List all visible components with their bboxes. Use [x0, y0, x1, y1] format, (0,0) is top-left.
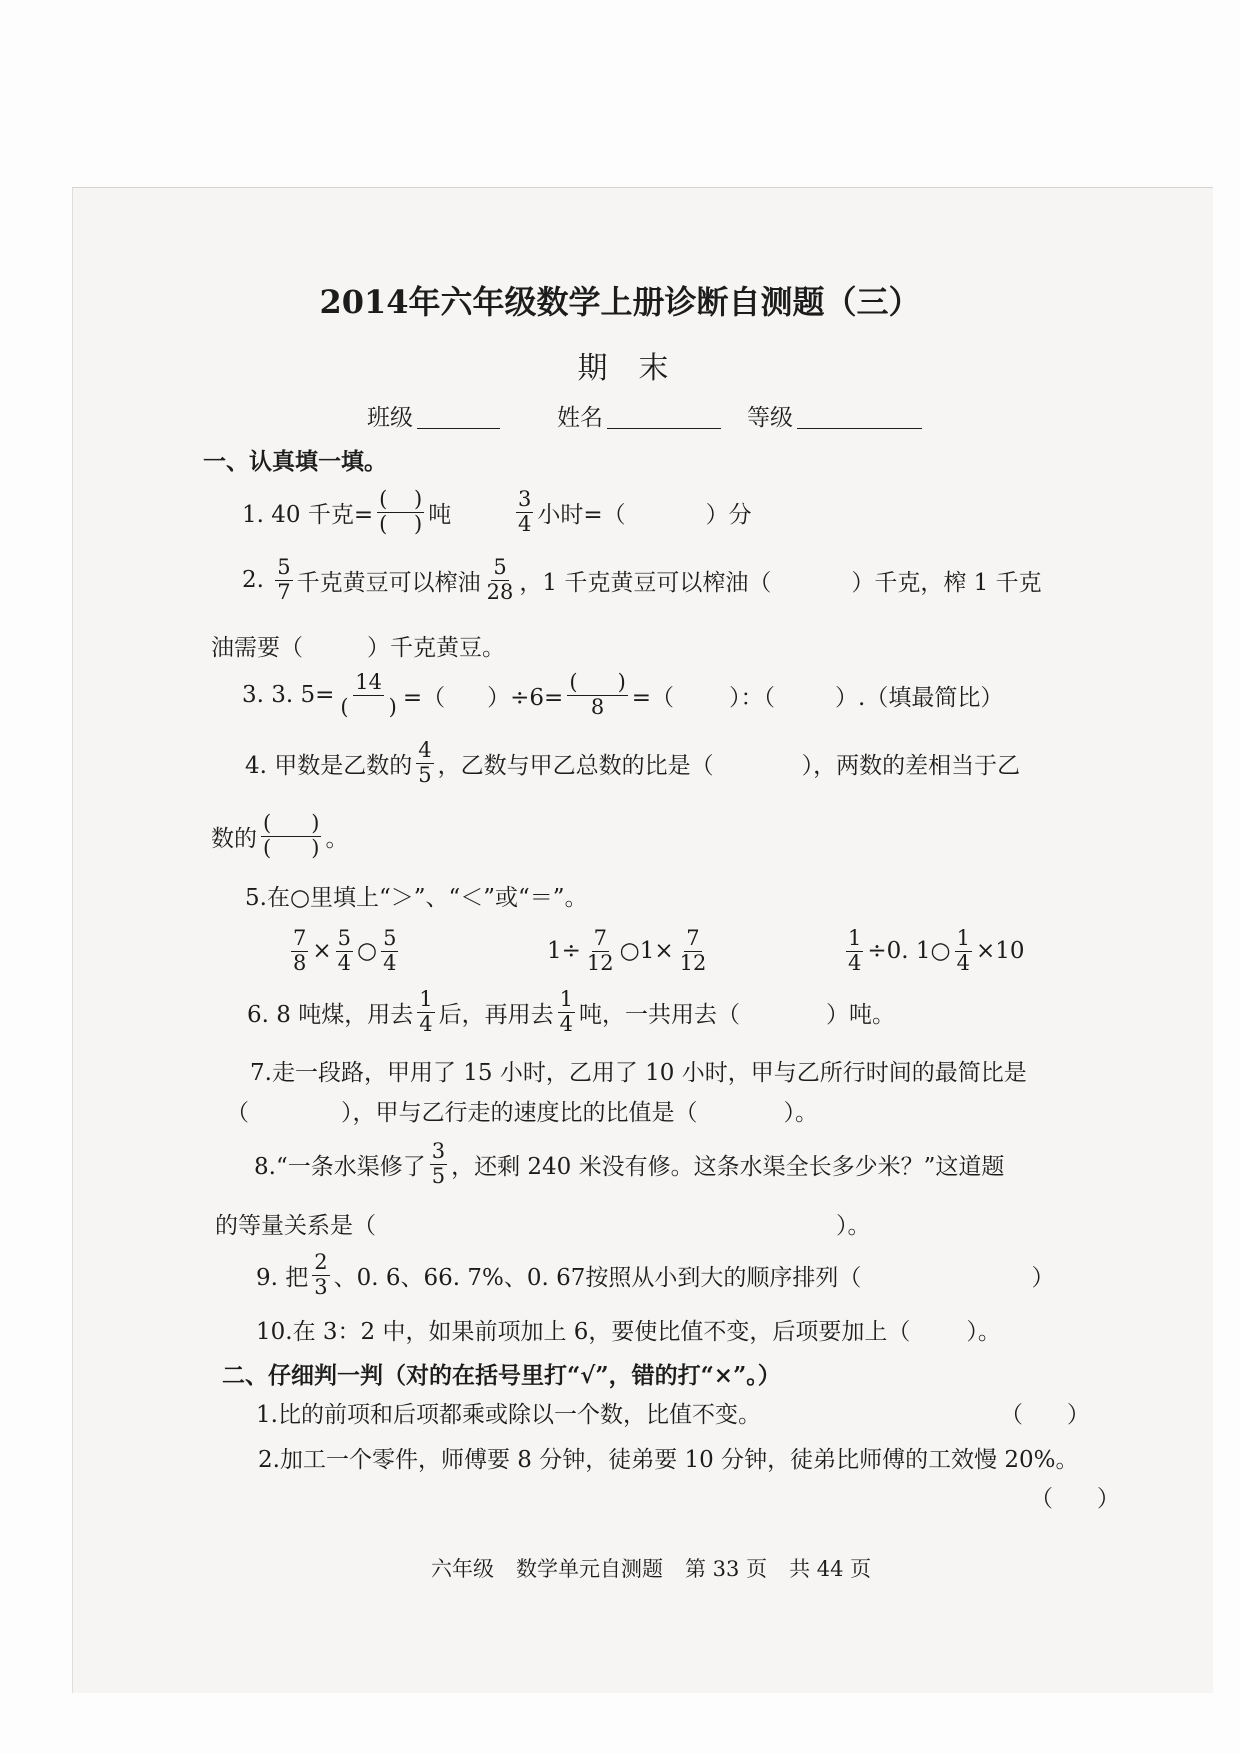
answer-parentheses: （ ） [1000, 1401, 1090, 1428]
page-footer [431, 1548, 871, 1588]
question-text: ，1 千克黄豆可以榨油（ [519, 569, 772, 596]
question-text: 8.“一条水渠修了 [254, 1153, 426, 1180]
answer-blank [698, 1110, 784, 1111]
question-text: ）。 [966, 1318, 1001, 1345]
answer-blank [249, 1110, 341, 1111]
fraction-numerator: 7 [593, 925, 607, 950]
answer-blank [910, 1329, 966, 1330]
question-2-line-1 [242, 554, 1042, 604]
operator: ×10 [975, 938, 1025, 964]
footer-page-number: 第 33 页 [685, 1557, 768, 1581]
grade-label: 等级 [747, 404, 793, 431]
question-text: 小时=（ [537, 501, 626, 528]
fraction-denominator: 7 [277, 579, 291, 604]
fraction [430, 1140, 447, 1188]
question-text: 吨，一共用去（ [578, 1001, 740, 1028]
operator: 1÷ [547, 938, 581, 964]
fraction-denominator: 4 [337, 950, 352, 975]
fraction-numerator: 14 [355, 669, 382, 694]
class-label: 班级 [367, 404, 413, 431]
student-info-row [367, 395, 922, 435]
answer-blank [740, 1012, 826, 1013]
question-text: 9. 把 [256, 1264, 309, 1291]
question-2-line-2 [211, 625, 505, 665]
judgement-text: 1.比的前项和后项都乘或除以一个数，比值不变。 [256, 1401, 761, 1428]
fraction-numerator: 5 [383, 925, 397, 950]
section-1-heading [203, 439, 387, 479]
fraction-denominator: ( ) [263, 835, 320, 860]
fraction-denominator: ( ) [340, 694, 397, 719]
answer-blank [714, 763, 802, 764]
fraction-denominator: 4 [383, 950, 397, 975]
question-text: ）。 [783, 1099, 818, 1126]
operator: × [312, 938, 332, 964]
fraction-denominator: 12 [679, 950, 707, 975]
fraction-denominator: 3 [314, 1274, 328, 1299]
answer-blank [445, 695, 487, 696]
question-text: 千克黄豆可以榨油 [296, 569, 481, 596]
answer-blank [775, 695, 835, 696]
fraction-numerator: 2 [314, 1249, 328, 1274]
fraction-numerator: 1 [419, 986, 433, 1011]
fraction [291, 927, 308, 975]
question-text: 。 [325, 825, 349, 852]
question-1-part-b [512, 486, 752, 536]
answer-blank [674, 695, 729, 696]
question-5 [245, 875, 588, 915]
fraction-numerator: 1 [956, 925, 970, 950]
fraction-denominator: 4 [419, 1011, 433, 1036]
question-text: 的等量关系是（ [215, 1212, 376, 1239]
operator: ○1× [619, 938, 674, 964]
section-heading-text: 一、认真填一填。 [203, 447, 387, 475]
comparison-expression-2 [547, 925, 712, 975]
fraction-numerator: 3 [431, 1138, 446, 1163]
fraction-denominator: 4 [518, 511, 532, 536]
fraction-numerator: 7 [293, 925, 307, 950]
comparison-expression-1 [287, 925, 402, 975]
fraction-denominator: 4 [559, 1011, 573, 1036]
question-text: ）吨。 [825, 1001, 895, 1028]
fraction [417, 988, 434, 1036]
question-text: ）÷6= [487, 684, 564, 711]
question-text: ）：（ [729, 684, 776, 711]
question-text: 6. 8 吨煤，用去 [247, 1001, 414, 1028]
fraction-numerator: 3 [518, 486, 532, 511]
question-text: =（ [631, 684, 675, 711]
question-6 [247, 986, 895, 1036]
question-9 [256, 1249, 1055, 1299]
question-text: ） [1031, 1264, 1055, 1291]
fraction-denominator: 12 [586, 950, 614, 975]
name-underline [607, 402, 721, 429]
answer-parentheses: （ ） [1030, 1485, 1120, 1512]
answer-blank [771, 580, 851, 581]
question-text: ）。 [836, 1212, 871, 1239]
judgement-1-answer [1000, 1392, 1090, 1432]
fraction [275, 556, 292, 604]
question-text: ，还剩 240 米没有修。这条水渠全长多少米？”这道题 [451, 1153, 1005, 1180]
question-text: =（ [402, 684, 446, 711]
answer-blank [626, 512, 706, 513]
question-text: 吨 [428, 501, 452, 528]
question-text: ，乙数与甲乙总数的比是（ [437, 752, 714, 779]
fraction-numerator: 5 [493, 554, 507, 579]
fraction-denominator: ( ) [379, 511, 423, 536]
section-2-heading [222, 1353, 781, 1393]
fraction [585, 927, 616, 975]
fraction [336, 927, 353, 975]
footer-subject: 数学单元自测题 [516, 1557, 663, 1581]
question-7-line-1 [250, 1050, 1027, 1090]
question-text: 5.在○里填上“＞”、“＜”或“＝”。 [245, 884, 588, 911]
question-text: 7.走一段路，甲用了 15 小时，乙用了 10 小时，甲与乙所行时间的最简比是 [250, 1059, 1027, 1086]
fraction [955, 927, 972, 975]
comparison-circle: ○ [357, 938, 378, 964]
question-text: 、0. 6、66. 7%、0. 67按照从小到大的顺序排列（ [333, 1264, 862, 1291]
question-text: 4. 甲数是乙数的 [245, 752, 413, 779]
fraction-numerator: 5 [337, 925, 352, 950]
question-10 [256, 1309, 1001, 1349]
question-text: ）.（填最简比） [835, 684, 1004, 711]
exam-title: 2014年六年级数学上册诊断自测题（三） [319, 283, 921, 321]
footer-grade: 六年级 [431, 1557, 494, 1581]
operator: ÷0. 1○ [867, 938, 951, 964]
question-number: 2. [242, 567, 272, 593]
fraction-numerator: 5 [277, 554, 291, 579]
exam-subtitle: 期 末 [577, 351, 673, 386]
question-8-line-1 [254, 1138, 1005, 1188]
question-4-line-2 [211, 810, 349, 860]
class-underline [417, 402, 500, 429]
question-4-line-1 [245, 737, 1021, 787]
fraction-denominator: 5 [431, 1163, 446, 1188]
fraction-denominator: 4 [848, 950, 862, 975]
fraction [516, 488, 533, 536]
fraction [416, 739, 433, 787]
fraction-numerator: ( ) [569, 669, 626, 694]
fraction [338, 671, 398, 719]
fraction-numerator: 7 [686, 925, 700, 950]
fraction [261, 812, 321, 860]
fraction [381, 927, 398, 975]
grade-underline [797, 402, 922, 429]
answer-blank [376, 1223, 836, 1224]
fraction [678, 927, 709, 975]
fraction [377, 488, 424, 536]
question-text: ）分 [705, 501, 752, 528]
question-7-line-2 [226, 1090, 818, 1130]
fraction-denominator: 5 [418, 762, 432, 787]
fraction-numerator: 4 [418, 737, 432, 762]
question-text: （ [226, 1099, 249, 1126]
name-label: 姓名 [557, 404, 603, 431]
fraction-denominator: 4 [956, 950, 970, 975]
question-text: 1. 40 千克= [242, 501, 374, 528]
fraction [567, 671, 627, 719]
question-text: ）千克，榨 1 千克 [851, 569, 1042, 596]
fraction-denominator: 28 [486, 579, 514, 604]
fraction [846, 927, 863, 975]
fraction [485, 556, 516, 604]
answer-blank [861, 1275, 1031, 1276]
question-text: ），甲与乙行走的速度比的比值是（ [341, 1099, 698, 1126]
fraction-denominator: 8 [590, 694, 605, 719]
fraction-numerator: ( ) [379, 486, 423, 511]
question-text: 后，再用去 [438, 1001, 554, 1028]
footer-total-pages: 共 44 页 [789, 1557, 872, 1581]
judgement-2-answer [1030, 1476, 1120, 1516]
comparison-expression-3 [842, 925, 1025, 975]
fraction-denominator: 8 [293, 950, 307, 975]
judgement-1 [256, 1392, 761, 1432]
question-text: 3. 3. 5= [242, 682, 335, 708]
question-text: ）千克黄豆。 [367, 634, 505, 661]
section-heading-text: 二、仔细判一判（对的在括号里打“√”，错的打“×”。） [222, 1361, 781, 1389]
fraction-numerator: ( ) [263, 810, 320, 835]
fraction [558, 988, 575, 1036]
fraction [312, 1251, 329, 1299]
question-1-part-a [242, 486, 452, 536]
fraction-numerator: 1 [559, 986, 573, 1011]
question-8-line-2 [215, 1203, 871, 1243]
judgement-2 [258, 1437, 1079, 1477]
fraction-numerator: 1 [848, 925, 862, 950]
question-text: 数的 [211, 825, 257, 852]
question-text: ），两数的差相当于乙 [801, 752, 1021, 779]
judgement-text: 2.加工一个零件，师傅要 8 分钟，徒弟要 10 分钟，徒弟比师傅的工效慢 20%。 [258, 1446, 1079, 1473]
question-3 [242, 669, 1004, 719]
question-text: 10.在 3：2 中，如果前项加上 6，要使比值不变，后项要加上（ [256, 1318, 911, 1345]
answer-blank [303, 645, 367, 646]
question-text: 油需要（ [211, 634, 303, 661]
